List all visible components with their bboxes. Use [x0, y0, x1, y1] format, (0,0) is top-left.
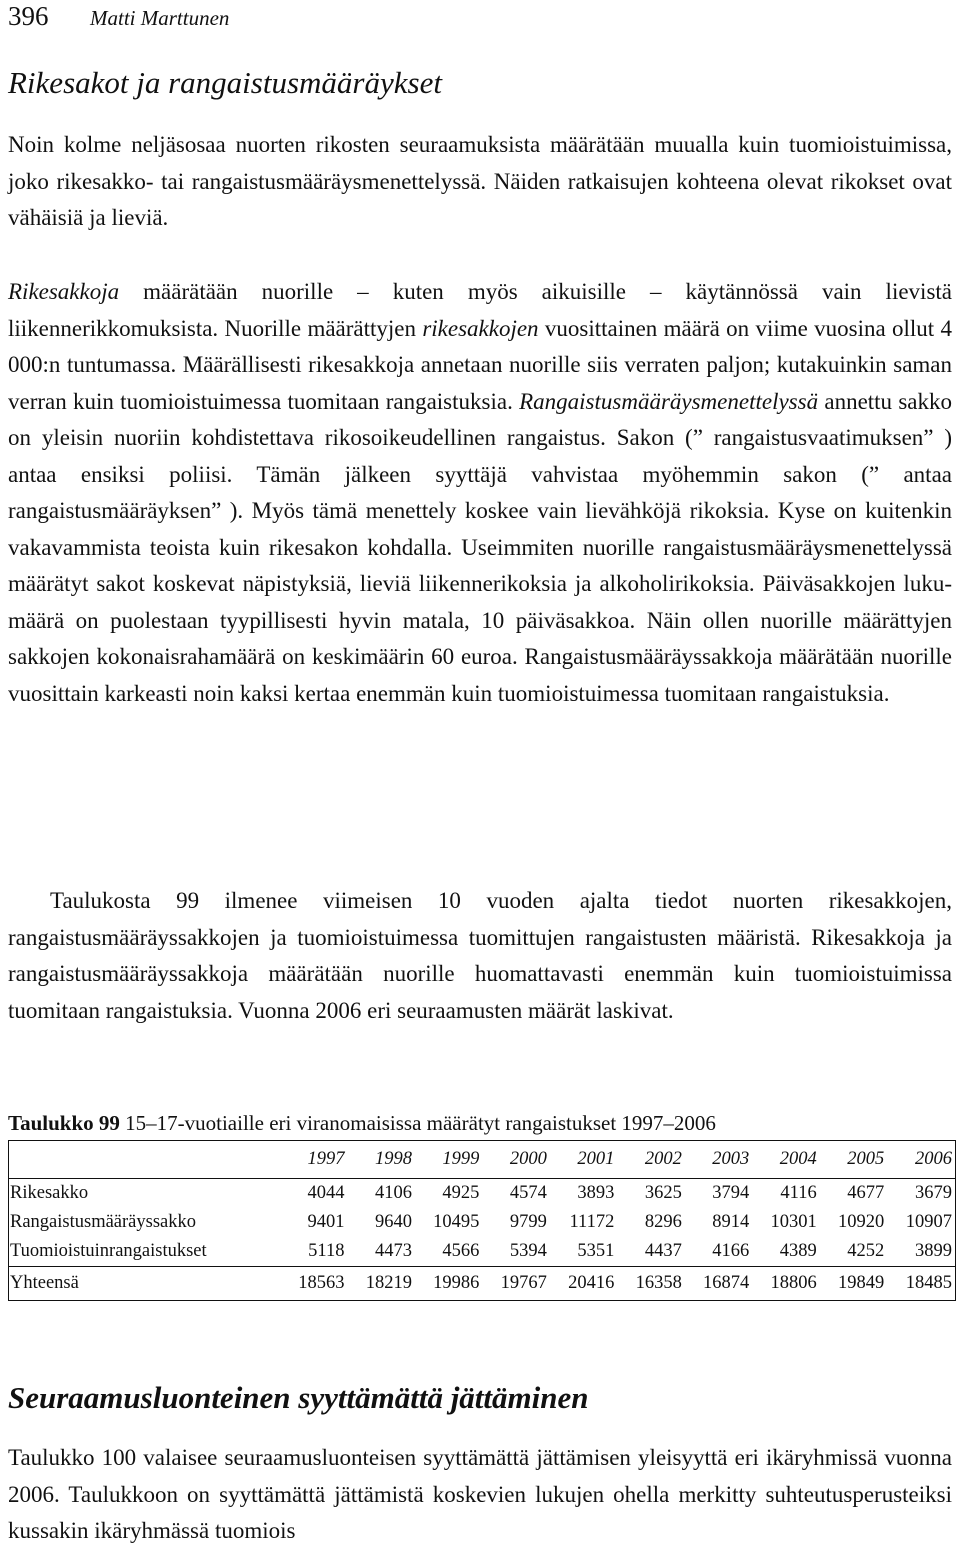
year-header: 2005	[820, 1141, 887, 1179]
table-row	[9, 1237, 956, 1267]
table-label: Taulukko 99	[8, 1111, 120, 1135]
table-cell: 3893	[577, 1183, 615, 1203]
table-cell: 4166	[712, 1241, 750, 1261]
section-heading-syyttamatta-jattaminen: Seuraamusluonteinen syyttämättä jättäminen	[8, 1380, 589, 1415]
paragraph-table-100-intro: Taulukko 100 valaisee seuraamusluonteisen syyttämättä jättämisen yleisyyttä eri ikäryhmissä vuonna 2006. Taulukkoon on syyttämättä jättämistä koskevien lukujen ohella merkitty suhteutusperusteiksi kussakin ikäryhmässä tuomiois	[8, 1445, 952, 1543]
table-total-row	[9, 1267, 956, 1301]
table-cell: 5118	[308, 1241, 345, 1261]
table-cell: 3899	[887, 1237, 955, 1267]
emphasis-rangaistusmaaraysmenettelyssa: Rangaistusmääräysmenettelyssä	[519, 388, 819, 414]
table-cell: 4252	[847, 1241, 885, 1261]
table-row	[9, 1208, 956, 1237]
table-cell: 4389	[779, 1241, 817, 1261]
text-run: määrätään nuorille – kuten myös aikuisille – käytännössä vain lievistä liikennerikkomuksista. Nuorille määrättyjen	[8, 279, 952, 341]
total-cell: 19986	[415, 1267, 482, 1301]
emphasis-rikesakkoja: Rikesakkoja	[8, 279, 120, 304]
text-run: annettu sakko on yleisin nuoriin kohdistettava rikosoikeudellinen rangaistus. Sakon (” rangaistusvaatimuksen” ) antaa ensiksi poliisi. Tämän jälkeen syyttäjä vahvistaa myöhemmin sakon (” antaa rangaistusmääräyksen” ). Myös tämä menettely koskee vain lievähköjä rikoksia. Kyse on kuitenkin vakavammista teoista kuin rikesakon kohdalla. Useimmiten nuorille rangaistusmääräysmenettelyssä määrätyt sakot koskevat näpistyksiä, lieviä liikennerikoksia ja alkoholirikoksia. Päiväsakkojen lukumäärä on puolestaan tyypillisesti hyvin matala, 10 päiväsakkoa. Näin ollen nuorille määrättyjen sakkojen kokonaisrahamäärä on keskimäärin 60 euroa. Rangaistusmääräyssakkoja määrätään nuorille vuosittain karkeasti noin kaksi kertaa enemmän kuin tuomioistuimessa tuomitaan rangaistuksia.	[8, 388, 952, 706]
year-header: 2002	[617, 1141, 684, 1179]
row-label: Rangaistusmääräyssakko	[9, 1208, 281, 1237]
year-header: 1999	[415, 1141, 482, 1179]
paragraph-rikesakot-details	[8, 274, 952, 712]
table-cell: 9401	[307, 1212, 345, 1232]
table-cell: 9799	[509, 1212, 547, 1232]
table-cell: 4106	[374, 1183, 412, 1203]
table-corner-cell	[9, 1141, 281, 1179]
row-label: Tuomioistuinrangaistukset	[9, 1237, 281, 1267]
table-row	[9, 1179, 956, 1209]
table-cell: 4044	[307, 1183, 345, 1203]
page-number: 396	[8, 1, 49, 31]
emphasis-rikesakkojen: rikesakkojen	[422, 315, 539, 341]
table-cell: 9640	[374, 1212, 412, 1232]
year-header: 1998	[347, 1141, 414, 1179]
section-heading-rikesakot: Rikesakot ja rangaistusmääräykset	[8, 65, 442, 100]
total-cell: 20416	[550, 1267, 617, 1301]
year-header: 2001	[550, 1141, 617, 1179]
table-cell: 4473	[374, 1241, 412, 1261]
table-cell: 3625	[644, 1183, 682, 1203]
year-header: 1997	[280, 1141, 347, 1179]
penalties-table	[8, 1140, 956, 1301]
table-cell: 3679	[887, 1179, 955, 1209]
year-header: 2004	[752, 1141, 819, 1179]
table-cell: 4574	[509, 1183, 547, 1203]
table-cell: 10301	[770, 1212, 817, 1232]
table-cell: 10920	[837, 1212, 885, 1232]
total-cell: 16874	[685, 1267, 752, 1301]
table-cell: 8914	[712, 1212, 750, 1232]
table-cell: 4566	[442, 1241, 480, 1261]
total-cell: 18219	[347, 1267, 414, 1301]
total-cell: 18563	[280, 1267, 347, 1301]
table-cell: 4437	[644, 1241, 682, 1261]
total-cell: 18485	[887, 1267, 955, 1301]
table-cell: 5394	[509, 1241, 547, 1261]
table-cell: 8296	[644, 1212, 682, 1232]
total-cell: 18806	[752, 1267, 819, 1301]
row-label-total: Yhteensä	[9, 1267, 281, 1301]
table-cell: 5351	[577, 1241, 615, 1261]
total-cell: 19767	[482, 1267, 549, 1301]
table-cell: 4116	[780, 1183, 817, 1203]
table-cell: 4925	[442, 1183, 480, 1203]
paragraph-intro: Noin kolme neljäsosaa nuorten rikosten seuraamuksista määrätään muualla kuin tuomioistuimissa, joko rikesakko- tai rangaistusmääräysmenettelyssä. Näiden ratkaisujen kohteena olevat rikokset ovat vähäisiä ja lieviä.	[8, 132, 952, 230]
running-head-author: Matti Marttunen	[90, 6, 230, 30]
table-cell: 10907	[887, 1208, 955, 1237]
paragraph-table-reference: Taulukosta 99 ilmenee viimeisen 10 vuoden ajalta tiedot nuorten rikesakkojen, rangaistusmääräyssakkojen ja tuomioistuimessa tuomittujen rangaistusten määristä. Rikesakkoja ja rangaistusmääräyssakkoja määrätään nuorille huomattavasti enemmän kuin tuomioistuimissa tuomitaan rangaistuksia. Vuonna 2006 eri seuraamusten määrät laskivat.	[8, 888, 952, 1023]
table-title: 15–17-vuotiaille eri viranomaisissa määrätyt rangaistukset 1997–2006	[119, 1111, 716, 1135]
row-label: Rikesakko	[9, 1179, 281, 1209]
text-run: vuosittainen määrä on viime vuosina ollut 4 000:n tuntumassa. Määrällisesti rikesakkoja annetaan nuorille siis verraten paljon; kutakuinkin saman verran kuin tuomioistuimessa tuomitaan rangaistuksia.	[8, 315, 952, 414]
year-header: 2006	[887, 1141, 955, 1179]
table-header-row	[9, 1141, 956, 1179]
table-cell: 11172	[569, 1212, 615, 1232]
table-cell: 4677	[847, 1183, 885, 1203]
table-cell: 10495	[433, 1212, 480, 1232]
table-cell: 3794	[712, 1183, 750, 1203]
table-caption	[8, 1110, 952, 1136]
year-header: 2003	[685, 1141, 752, 1179]
year-header: 2000	[482, 1141, 549, 1179]
total-cell: 19849	[820, 1267, 887, 1301]
total-cell: 16358	[617, 1267, 684, 1301]
